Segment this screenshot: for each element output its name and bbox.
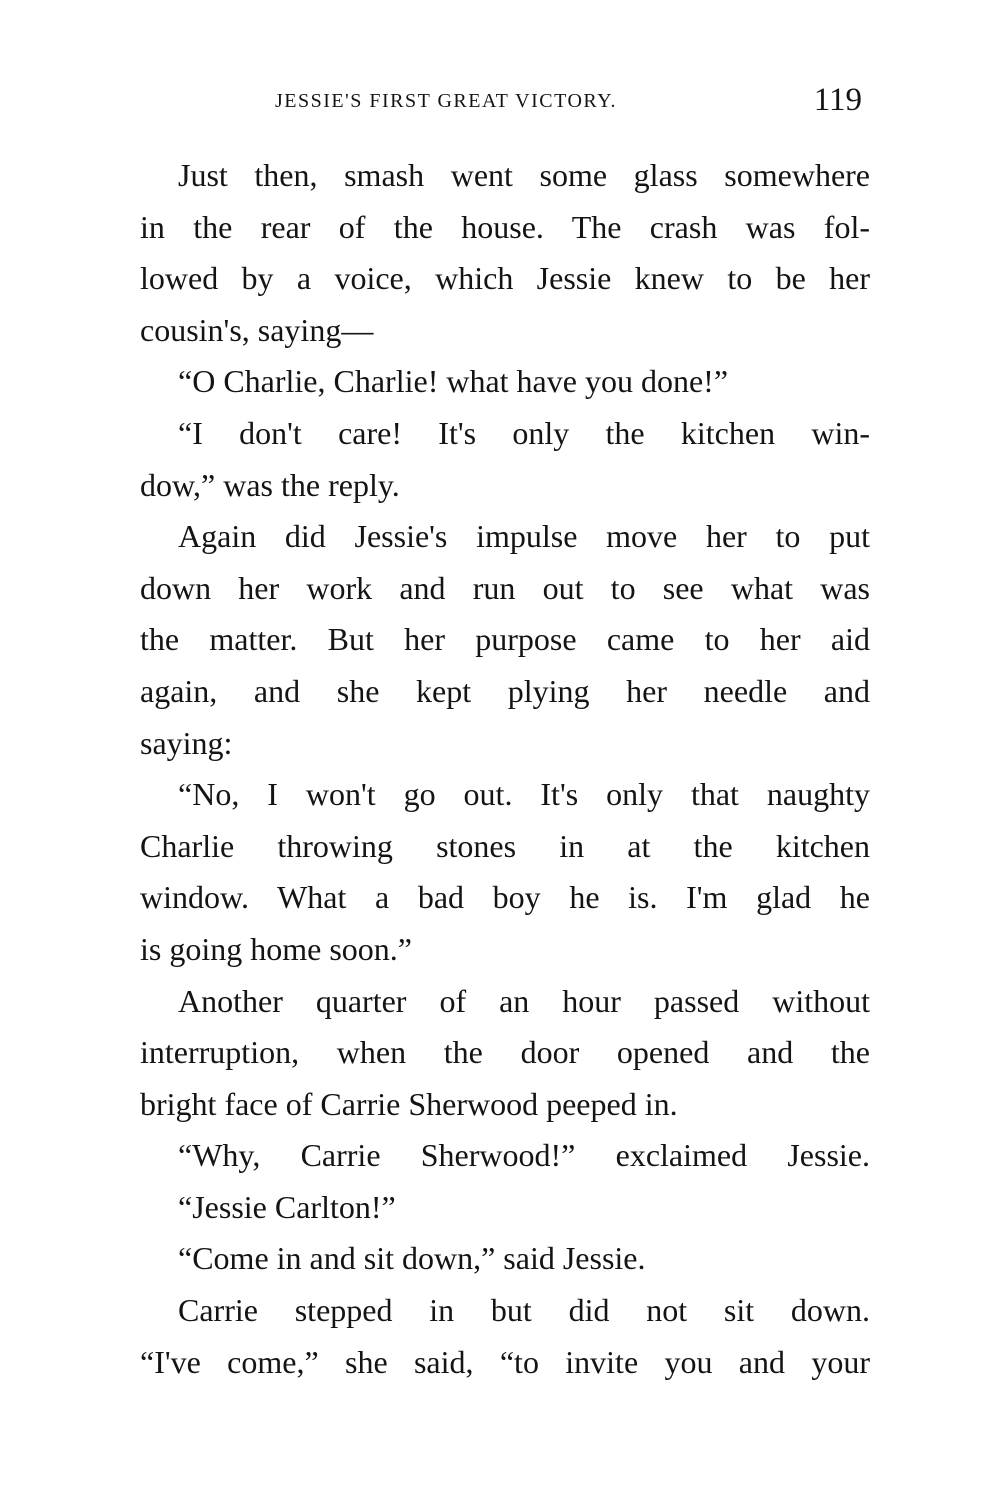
- text-line: down her work and run out to see what was: [140, 569, 870, 606]
- text-line: “I've come,” she said, “to invite you and your: [140, 1343, 870, 1380]
- text-line: cousin's, saying—: [140, 311, 374, 348]
- text-line: is going home soon.”: [140, 930, 412, 967]
- text-line: Another quarter of an hour passed without: [178, 982, 870, 1019]
- text-line: Carrie stepped in but did not sit down.: [178, 1292, 870, 1329]
- text-line: “I don't care! It's only the kitchen win-: [178, 414, 870, 451]
- text-line: “Jessie Carlton!”: [178, 1188, 396, 1225]
- text-line: the matter. But her purpose came to her aid: [140, 621, 870, 658]
- text-line: “Why, Carrie Sherwood!” exclaimed Jessie.: [178, 1137, 870, 1174]
- text-line: “Come in and sit down,” said Jessie.: [178, 1240, 646, 1277]
- page-number: 119: [813, 82, 862, 118]
- text-line: interruption, when the door opened and the: [140, 1034, 870, 1071]
- text-line: dow,” was the reply.: [140, 466, 400, 503]
- text-line: Charlie throwing stones in at the kitchen: [140, 827, 870, 864]
- page-header: [140, 82, 870, 122]
- text-line: Just then, smash went some glass somewhere: [178, 157, 870, 193]
- running-head: JESSIE'S FIRST GREAT VICTORY.: [275, 90, 618, 112]
- text-line: “No, I won't go out. It's only that naughty: [178, 776, 870, 813]
- body-text: [140, 150, 870, 1388]
- text-line: again, and she kept plying her needle and: [140, 672, 870, 709]
- text-line: “O Charlie, Charlie! what have you done!”: [178, 363, 729, 400]
- text-line: in the rear of the house. The crash was fol-: [140, 208, 870, 245]
- text-line: window. What a bad boy he is. I'm glad he: [140, 879, 870, 916]
- text-line: lowed by a voice, which Jessie knew to be her: [140, 260, 870, 297]
- text-line: bright face of Carrie Sherwood peeped in.: [140, 1085, 678, 1122]
- text-line: saying:: [140, 724, 233, 761]
- text-line: Again did Jessie's impulse move her to put: [178, 518, 870, 555]
